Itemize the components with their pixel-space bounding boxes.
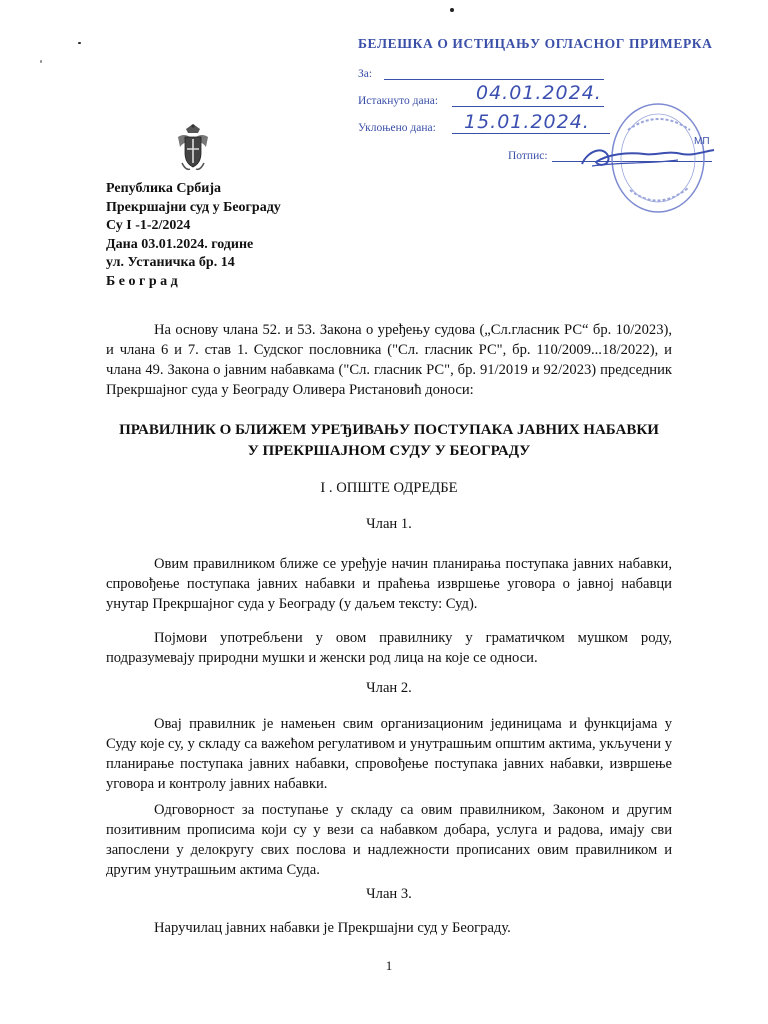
- note-removed-label: Уклоњено дана:: [358, 122, 436, 134]
- scan-speck: [40, 60, 42, 63]
- issuer-header: [106, 180, 281, 291]
- header-case-number: Су I -1-2/2024: [106, 218, 191, 233]
- note-posted-value: 04.01.2024.: [476, 82, 602, 104]
- article-1-paragraph-1: Овим правилником ближе се уређује начин планирања поступака јавних набавки, спровођење поступака јавних набавки и праћења извршење уговора о јавној набавци унутар Прекршајног суда у Београду (у даљем тексту: Суд).: [106, 556, 672, 612]
- preamble-paragraph: На основу члана 52. и 53. Закона о уређењу судова („Сл.гласник РС“ бр. 10/2023), и члана 6 и 7. став 1. Судског пословника ("Сл. гласник РС", бр. 110/2009...18/2022), и члана 49. Закона о јавним набавкама ("Сл. гласник РС", бр. 91/2019 и 92/2023) председник Прекршајног суда у Београду Оливера Ристановић доноси:: [106, 322, 672, 398]
- note-posted-line: [452, 106, 604, 107]
- note-signature-label: Потпис:: [508, 150, 548, 162]
- note-posted-label: Истакнуто дана:: [358, 95, 439, 107]
- coat-of-arms-icon: [174, 123, 212, 175]
- header-country: Република Србија: [106, 181, 222, 196]
- article-2-heading: Члан 2.: [366, 680, 412, 696]
- header-date: Дана 03.01.2024. године: [106, 236, 254, 252]
- note-removed-value: 15.01.2024.: [464, 111, 590, 133]
- scan-speck: [450, 8, 454, 12]
- title-line-2: У ПРЕКРШАЈНОМ СУДУ У БЕОГРАДУ: [247, 443, 531, 459]
- note-for-line: [384, 79, 604, 80]
- note-removed-line: [452, 133, 610, 134]
- article-2-paragraph-2: Одговорност за поступање у складу са овим правилником, Законом и другим позитивним прописима који су у вези са набавком добара, услуга и радова, имају сви запослени у делокругу свих послова и надлежности прописаних овим правилником и другим унутрашњим актима Суда.: [106, 802, 672, 878]
- header-court: Прекршајни суд у Београду: [106, 199, 281, 215]
- article-2-paragraph-1: Овај правилник је намењен свим организационим јединицама и функцијама у Суду које су, у складу са важећом регулативом и унутрашњим општим актима, укључени у планирање поступака јавних набавки, спровођење поступака јавних набавки, извршење уговора и контролу јавних набавки.: [106, 716, 672, 792]
- article-1-paragraph-2: Појмови употребљени у овом правилнику у граматичком мушком роду, подразумевају природни мушки и женски род лица на које се односи.: [106, 630, 672, 666]
- seal-label: МП: [694, 136, 710, 147]
- note-for-label: За:: [358, 68, 373, 80]
- page-number: 1: [385, 958, 393, 973]
- header-city: Б е о г р а д: [106, 273, 178, 289]
- title-line-1: ПРАВИЛНИК О БЛИЖЕМ УРЕЂИВАЊУ ПОСТУПАКА ЈАВНИХ НАБАВКИ: [119, 422, 659, 438]
- document-title: [106, 420, 672, 462]
- header-address: ул. Устаничка бр. 14: [106, 255, 235, 270]
- section-heading: I . ОПШТЕ ОДРЕДБЕ: [320, 480, 458, 496]
- article-1-heading: Члан 1.: [366, 516, 412, 532]
- signature-scribble: [578, 140, 718, 174]
- note-title: БЕЛЕШКА О ИСТИЦАЊУ ОГЛАСНОГ ПРИМЕРКА: [358, 36, 713, 51]
- article-3-paragraph-1: Наручилац јавних набавки је Прекршајни суд у Београду.: [154, 920, 511, 936]
- scan-speck: [78, 42, 81, 44]
- article-3-heading: Члан 3.: [366, 886, 412, 902]
